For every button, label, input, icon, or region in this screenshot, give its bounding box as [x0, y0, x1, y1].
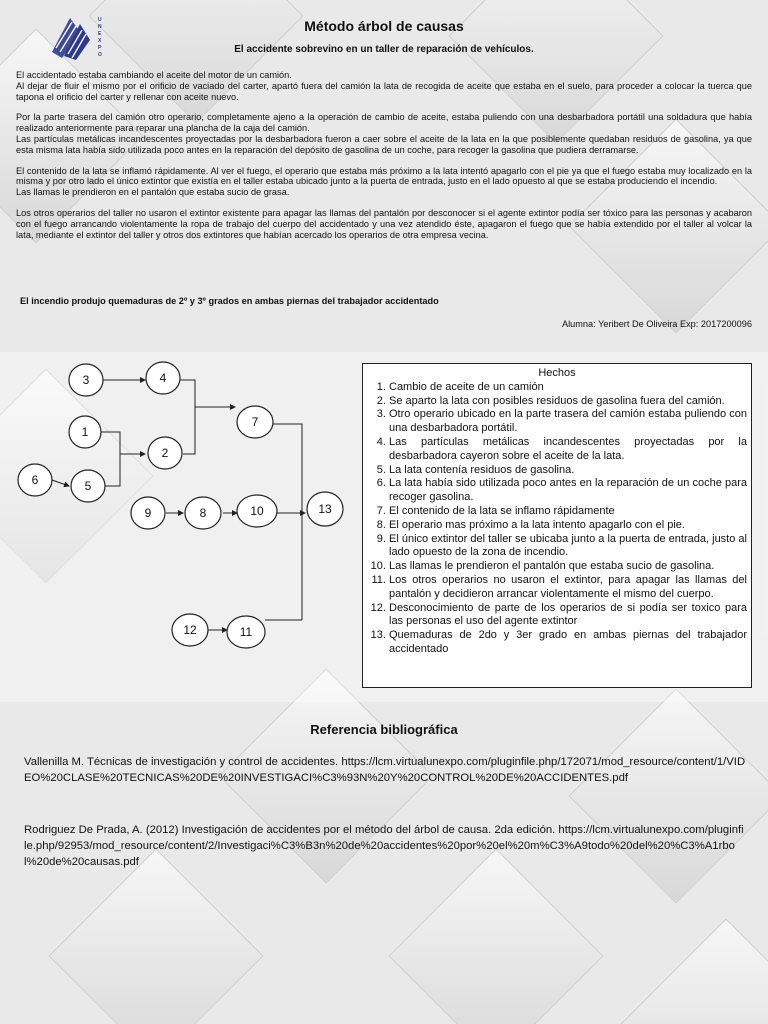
svg-text:E: E	[98, 31, 102, 37]
svg-text:1: 1	[81, 425, 89, 439]
tree-node-5	[71, 470, 105, 502]
tree-node-6	[18, 464, 52, 496]
svg-text:U: U	[98, 17, 102, 23]
fact-item: 7. El contenido de la lata se inflamo rápidamente	[389, 505, 747, 519]
tree-node-1	[69, 416, 101, 448]
svg-text:11: 11	[239, 625, 253, 639]
paragraph: El contenido de la lata se inflamó rápidamente. Al ver el fuego, el operario que estaba más próximo a la lata intentó apagarlo con el pie ya que el fuego estaba muy localizado en la misma y por otro lado el único extintor que existía en el taller estaba ubicado junto a la puerta de entrada, justo en el lado opuesto al que se estaba produciendo el incendio. Las llamas le prendieron en el pantalón que estaba sucio de grasa.	[16, 165, 752, 198]
fact-item: 10. Las llamas le prendieron el pantalón que estaba sucio de gasolina.	[389, 560, 747, 574]
svg-text:8: 8	[199, 506, 207, 520]
author-line: Alumna: Yeribert De Oliveira Exp: 2017200096	[562, 319, 752, 329]
svg-text:5: 5	[84, 479, 92, 493]
svg-text:P: P	[98, 45, 102, 51]
fact-item: 3. Otro operario ubicado en la parte trasera del camión estaba puliendo con una desbarbadora portátil.	[389, 408, 747, 436]
tree-node-8	[185, 497, 221, 529]
conclusion: El incendio produjo quemaduras de 2º y 3º grados en ambas piernas del trabajador accidentado	[20, 296, 439, 306]
fact-item: 6. La lata había sido utilizada poco antes en la reparación de un coche para recoger gasolina.	[389, 477, 747, 505]
page-title: Método árbol de causas	[304, 18, 464, 34]
fact-item: 9. El único extintor del taller se ubicaba junto a la puerta de entrada, justo al lado opuesto de la zona de incendio.	[389, 533, 747, 561]
tree-node-12	[172, 614, 208, 646]
svg-text:O: O	[98, 52, 102, 58]
svg-text:6: 6	[31, 473, 39, 487]
tree-node-13	[307, 492, 343, 526]
case-description	[16, 70, 752, 250]
tree-node-10	[237, 495, 277, 527]
reference-item: Rodriguez De Prada, A. (2012) Investigación de accidentes por el método del árbol de causa. 2da edición. https://lcm.virtualunexpo.com/pluginfile.php/92953/mod_resource/content/2/Investigaci%C3%B3n%20de%20accidentes%20por%20el%20m%C3%A9todo%20del%20%C3%A1rbol%20de%20causas.pdf	[24, 824, 744, 868]
svg-text:4: 4	[159, 371, 167, 385]
svg-text:X: X	[98, 38, 102, 44]
references-title: Referencia bibliográfica	[310, 722, 458, 737]
fact-item: 5. La lata contenía residuos de gasolina.	[389, 464, 747, 478]
svg-text:2: 2	[161, 446, 169, 460]
fact-item: 13. Quemaduras de 2do y 3er grado en ambas piernas del trabajador accidentado	[389, 629, 747, 657]
tree-node-4	[146, 362, 180, 394]
svg-text:10: 10	[250, 504, 264, 518]
fact-item: 12. Desconocimiento de parte de los operarios de si podía ser toxico para las personas el uso del agente extintor	[389, 602, 747, 630]
reference-item: Vallenilla M. Técnicas de investigación y control de accidentes. https://lcm.virtualunexpo.com/pluginfile.php/172071/mod_resource/content/1/VIDEO%20CLASE%20TECNICAS%20DE%20INVESTIGACI%C3%93N%20Y%20CONTROL%20DE%20ACCIDENTES.pdf	[24, 756, 746, 784]
tree-node-9	[131, 497, 165, 529]
tree-node-11	[227, 616, 265, 648]
svg-text:3: 3	[82, 373, 90, 387]
tree-node-7	[237, 406, 273, 438]
facts-panel	[362, 363, 752, 688]
document-header	[0, 0, 768, 345]
svg-text:7: 7	[251, 415, 259, 429]
fact-item: 4. Las partículas metálicas incandescentes proyectadas por la desbarbadora cayeron sobre el aceite de la lata.	[389, 436, 747, 464]
page-subtitle: El accidente sobrevino en un taller de reparación de vehículos.	[234, 44, 534, 55]
tree-node-2	[148, 437, 182, 469]
cause-tree-diagram	[0, 352, 360, 702]
fact-item: 2. Se aparto la lata con posibles residuos de gasolina fuera del camión.	[389, 395, 747, 409]
facts-list	[367, 381, 747, 657]
paragraph: Por la parte trasera del camión otro operario, completamente ajeno a la operación de cambio de aceite, estaba puliendo con una desbarbadora portátil una soldadura que había realizado anteriormente para reparar una plancha de la caja del camión. Las partículas metálicas incandescentes proyectadas por la desbarbadora fueron a caer sobre el aceite de la lata en la que posiblemente quedaban residuos de gasolina, ya que esta misma lata había sido utilizada poco antes en la reparación del depósito de gasolina de un coche, para recoger la gasolina que pudiera derramarse.	[16, 112, 752, 155]
svg-text:9: 9	[144, 506, 152, 520]
fact-item: 8. El operario mas próximo a la lata intento apagarlo con el pie.	[389, 519, 747, 533]
svg-text:N: N	[98, 24, 102, 30]
svg-text:12: 12	[183, 623, 197, 637]
tree-node-3	[69, 364, 103, 396]
fact-item: 11. Los otros operarios no usaron el extintor, para apagar las llamas del pantalón y decidieron arrancar violentamente el mismo del cuerpo.	[389, 574, 747, 602]
svg-text:13: 13	[318, 502, 332, 516]
facts-title: Hechos	[538, 367, 576, 379]
fact-item: 1. Cambio de aceite de un camión	[389, 381, 747, 395]
paragraph: Los otros operarios del taller no usaron el extintor existente para apagar las llamas del pantalón por desconocer si el agente extintor podía ser tóxico para las personas y acabaron con el fuego arrancando violentamente la ropa de trabajo del cuerpo del accidentado y una vez atendido éste, apagaron el fuego que se había extendido por el taller al volcar la lata, mediante el extintor del taller y otros dos extintores que habían acercado los operarios de otra empresa vecina.	[16, 207, 752, 240]
paragraph: El accidentado estaba cambiando el aceite del motor de un camión. Al dejar de fluir el mismo por el orificio de vaciado del carter, apartó fuera del camión la lata de recogida de aceite que estaba en el suelo, para proceder a colocar la tuerca que tapona el orificio del carter y rellenar con aceite nuevo.	[16, 70, 752, 102]
